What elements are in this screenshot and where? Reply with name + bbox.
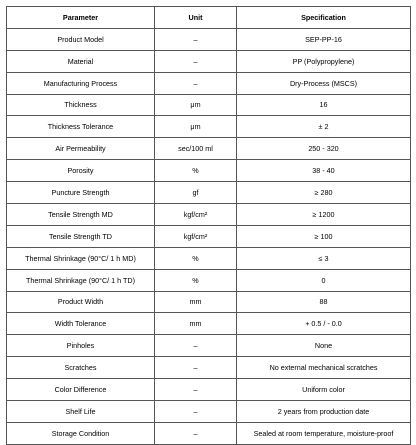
unit-cell: – (155, 50, 237, 72)
unit-cell: kgf/cm² (155, 225, 237, 247)
specification-cell: + 0.5 / - 0.0 (237, 313, 411, 335)
parameter-cell: Thermal Shrinkage (90°C/ 1 h TD) (7, 269, 155, 291)
table-row (7, 379, 411, 401)
specification-table (6, 6, 411, 445)
parameter-cell: Storage Condition (7, 422, 155, 444)
table-row (7, 138, 411, 160)
table-row (7, 50, 411, 72)
unit-cell: mm (155, 291, 237, 313)
parameter-cell: Thermal Shrinkage (90°C/ 1 h MD) (7, 247, 155, 269)
table-row (7, 247, 411, 269)
parameter-cell: Shelf Life (7, 401, 155, 423)
table-row (7, 335, 411, 357)
unit-cell: – (155, 401, 237, 423)
parameter-cell: Product Width (7, 291, 155, 313)
unit-cell: μm (155, 116, 237, 138)
header-unit: Unit (155, 7, 237, 29)
specification-cell: 16 (237, 94, 411, 116)
table-row (7, 116, 411, 138)
table-body (7, 28, 411, 444)
header-specification: Specification (237, 7, 411, 29)
table-row (7, 94, 411, 116)
parameter-cell: Scratches (7, 357, 155, 379)
unit-cell: gf (155, 182, 237, 204)
parameter-cell: Material (7, 50, 155, 72)
unit-cell: – (155, 28, 237, 50)
unit-cell: % (155, 247, 237, 269)
unit-cell: % (155, 269, 237, 291)
parameter-cell: Pinholes (7, 335, 155, 357)
table-row (7, 291, 411, 313)
specification-cell: ± 2 (237, 116, 411, 138)
specification-cell: SEP-PP-16 (237, 28, 411, 50)
table-row (7, 160, 411, 182)
specification-cell: 2 years from production date (237, 401, 411, 423)
table-row (7, 204, 411, 226)
unit-cell: μm (155, 94, 237, 116)
specification-cell: No external mechanical scratches (237, 357, 411, 379)
specification-cell: ≤ 3 (237, 247, 411, 269)
unit-cell: – (155, 335, 237, 357)
header-parameter: Parameter (7, 7, 155, 29)
unit-cell: kgf/cm² (155, 204, 237, 226)
table-row (7, 225, 411, 247)
table-row (7, 357, 411, 379)
parameter-cell: Width Tolerance (7, 313, 155, 335)
table-row (7, 401, 411, 423)
unit-cell: % (155, 160, 237, 182)
specification-cell: ≥ 100 (237, 225, 411, 247)
table-row (7, 269, 411, 291)
unit-cell: mm (155, 313, 237, 335)
parameter-cell: Manufacturing Process (7, 72, 155, 94)
table-row (7, 28, 411, 50)
parameter-cell: Product Model (7, 28, 155, 50)
table-row (7, 182, 411, 204)
specification-cell: 0 (237, 269, 411, 291)
unit-cell: – (155, 357, 237, 379)
parameter-cell: Thickness (7, 94, 155, 116)
table-row (7, 313, 411, 335)
parameter-cell: Tensile Strength MD (7, 204, 155, 226)
parameter-cell: Color Difference (7, 379, 155, 401)
specification-cell: 250 - 320 (237, 138, 411, 160)
specification-cell: None (237, 335, 411, 357)
specification-cell: Sealed at room temperature, moisture-proof (237, 422, 411, 444)
specification-cell: ≥ 280 (237, 182, 411, 204)
unit-cell: – (155, 379, 237, 401)
table-row (7, 422, 411, 444)
header-row (7, 7, 411, 29)
table-row (7, 72, 411, 94)
parameter-cell: Air Permeability (7, 138, 155, 160)
specification-cell: 88 (237, 291, 411, 313)
specification-cell: ≥ 1200 (237, 204, 411, 226)
unit-cell: – (155, 422, 237, 444)
parameter-cell: Puncture Strength (7, 182, 155, 204)
parameter-cell: Porosity (7, 160, 155, 182)
parameter-cell: Tensile Strength TD (7, 225, 155, 247)
unit-cell: sec/100 ml (155, 138, 237, 160)
specification-cell: Uniform color (237, 379, 411, 401)
specification-cell: PP (Polypropylene) (237, 50, 411, 72)
parameter-cell: Thickness Tolerance (7, 116, 155, 138)
specification-cell: 38 - 40 (237, 160, 411, 182)
unit-cell: – (155, 72, 237, 94)
specification-cell: Dry-Process (MSCS) (237, 72, 411, 94)
